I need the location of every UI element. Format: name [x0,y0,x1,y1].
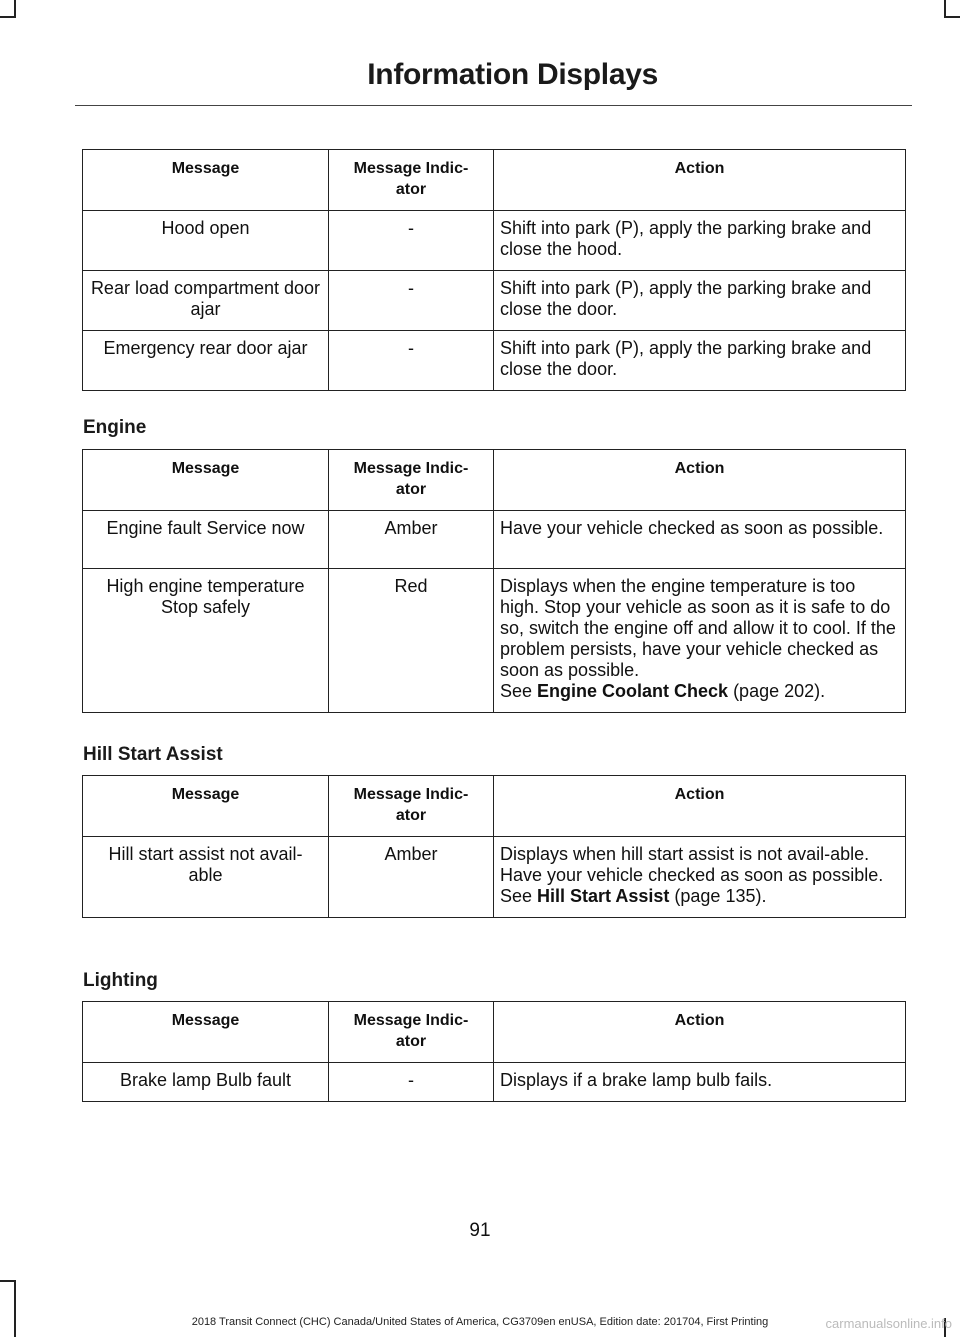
table-header-row [83,150,906,211]
table-row [83,271,906,331]
cross-reference-link[interactable]: Hill Start Assist [537,886,670,906]
page-number: 91 [469,1220,491,1241]
crop-mark [0,16,16,18]
action-cell: Shift into park (P), apply the parking brake and close the hood. [494,211,906,271]
column-header-action: Action [494,150,906,211]
crop-mark [14,1280,16,1337]
column-header-indicator: Message Indic- ator [329,776,494,837]
table-row [83,331,906,391]
column-header-message: Message [83,776,329,837]
message-cell: Emergency rear door ajar [83,331,329,391]
see-text: See [500,681,538,701]
message-cell: Engine fault Service now [83,511,329,569]
engine-message-table [82,449,906,713]
indicator-cell: Amber [329,837,494,918]
column-header-message: Message [83,150,329,211]
action-cell [494,569,906,713]
hill-start-message-table [82,775,906,918]
column-header-action: Action [494,450,906,511]
title-divider [75,105,912,106]
table-row [83,511,906,569]
watermark: carmanualsonline.info [825,1316,952,1331]
table-row [83,1063,906,1102]
action-cell: Shift into park (P), apply the parking brake and close the door. [494,271,906,331]
message-cell: Brake lamp Bulb fault [83,1063,329,1102]
message-cell [83,569,329,713]
column-header-action: Action [494,776,906,837]
page-title: Information Displays [367,58,658,91]
message-line: High engine temperature [106,576,305,596]
table-row [83,211,906,271]
crop-mark [944,16,960,18]
indicator-cell: - [329,211,494,271]
indicator-cell: - [329,271,494,331]
message-cell: Rear load compartment door ajar [83,271,329,331]
footer-edition-info: 2018 Transit Connect (CHC) Canada/United States of America, CG3709en enUSA, Edition date: 201704, First Printing [191,1316,769,1328]
action-cell [494,837,906,918]
column-header-action: Action [494,1002,906,1063]
message-line: Stop safely [160,597,251,617]
table-row [83,837,906,918]
table-header-row [83,776,906,837]
page-reference: (page 135). [669,886,767,906]
column-header-indicator: Message Indic- ator [329,150,494,211]
column-header-indicator: Message Indic- ator [329,450,494,511]
message-cell: Hood open [83,211,329,271]
section-heading-engine: Engine [83,417,147,438]
indicator-cell: - [329,331,494,391]
column-header-indicator: Message Indic- ator [329,1002,494,1063]
column-header-message: Message [83,450,329,511]
section-heading-hill-start-assist: Hill Start Assist [83,744,223,765]
indicator-cell: - [329,1063,494,1102]
column-header-message: Message [83,1002,329,1063]
lighting-message-table [82,1001,906,1102]
action-cell: Have your vehicle checked as soon as possible. [494,511,906,569]
action-text: Displays when hill start assist is not avail-able. Have your vehicle checked as soon as possible. [500,844,884,885]
indicator-cell: Amber [329,511,494,569]
message-cell: Hill start assist not avail- able [83,837,329,918]
page-reference: (page 202). [728,681,826,701]
action-text: Displays when the engine temperature is too high. Stop your vehicle as soon as it is safe to do so, switch the engine off and allow it to cool. If the problem persists, have your vehicle checked as soon as possible. [500,576,896,680]
crop-mark [0,1280,16,1282]
table-row [83,569,906,713]
see-text: See [500,886,538,906]
action-cell: Shift into park (P), apply the parking brake and close the door. [494,331,906,391]
doors-message-table [82,149,906,391]
section-heading-lighting: Lighting [83,970,158,991]
table-header-row [83,450,906,511]
table-header-row [83,1002,906,1063]
indicator-cell: Red [329,569,494,713]
cross-reference-link[interactable]: Engine Coolant Check [537,681,729,701]
action-cell: Displays if a brake lamp bulb fails. [494,1063,906,1102]
